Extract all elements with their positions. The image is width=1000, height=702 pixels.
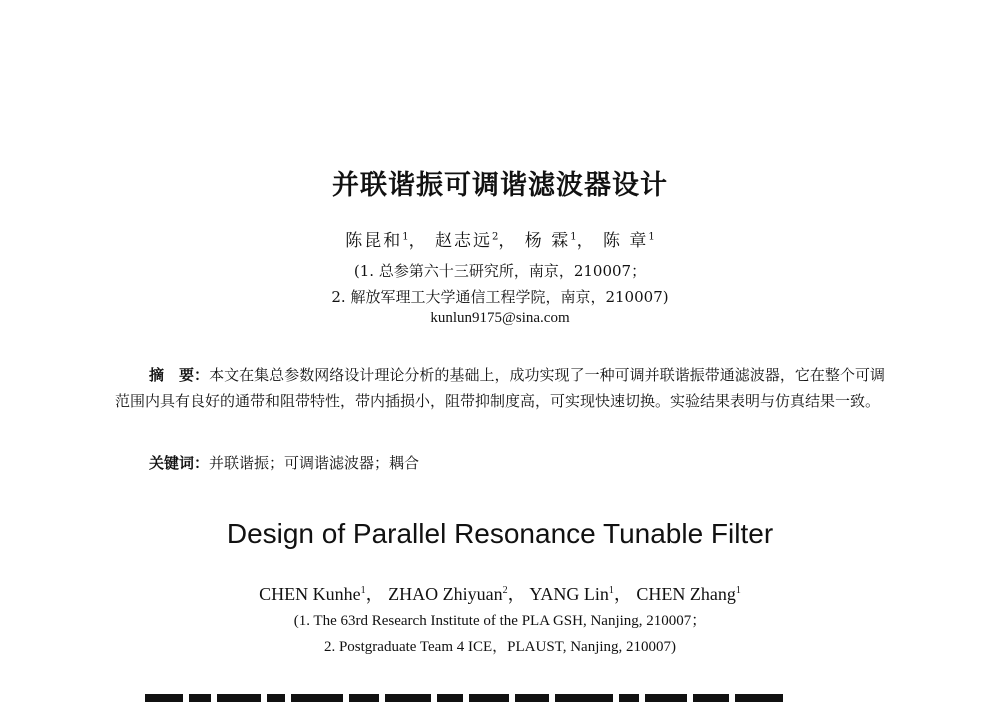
author-affiliation-mark: 1 — [608, 585, 614, 596]
author-name: CHEN Kunhe — [259, 584, 361, 604]
abstract-label: 摘 要： — [149, 366, 210, 384]
author-name: 陈 章 — [602, 231, 649, 251]
english-title: Design of Parallel Resonance Tunable Filter — [226, 518, 774, 549]
author-separator: ， — [576, 231, 596, 251]
author-affiliation-mark: 1 — [360, 585, 366, 596]
chinese-title: 并联谐振可调谐滤波器设计 — [332, 170, 668, 201]
author-affiliation-mark: 2 — [502, 585, 508, 596]
author-separator: ， — [408, 231, 428, 251]
author-name: CHEN Zhang — [636, 584, 736, 604]
english-affiliation-2: 2. Postgraduate Team 4 ICE，PLAUST, Nanjing, 210007) — [323, 639, 677, 655]
author-name: ZHAO Zhiyuan — [388, 584, 503, 604]
english-affiliation-1: (1. The 63rd Research Institute of the PLA GSH, Nanjing, 210007； — [293, 613, 707, 629]
author-separator: ， — [365, 584, 384, 604]
author-separator: ， — [507, 584, 526, 604]
author-affiliation-mark: 1 — [735, 585, 741, 596]
author-affiliation-mark: 2 — [492, 231, 499, 243]
author-affiliation-mark: 1 — [402, 231, 409, 243]
author-name: 赵志远 — [435, 231, 493, 251]
chinese-author-list — [0, 226, 1000, 251]
english-author-list — [0, 580, 1000, 606]
chinese-affiliation-2: 2. 解放军理工大学通信工程学院，南京，210007) — [331, 288, 669, 306]
author-separator: ， — [613, 584, 632, 604]
author-name: 陈昆和 — [345, 231, 403, 251]
keywords-text: 并联谐振；可调谐滤波器；耦合 — [209, 454, 420, 472]
author-affiliation-mark: 1 — [648, 231, 655, 243]
author-separator: ， — [498, 231, 518, 251]
author-name: YANG Lin — [529, 584, 609, 604]
author-name: 杨 霖 — [524, 231, 571, 251]
chinese-affiliation-1: (1. 总参第六十三研究所，南京，210007； — [353, 262, 647, 280]
author-affiliation-mark: 1 — [570, 231, 577, 243]
keywords-label: 关键词： — [149, 454, 210, 472]
chinese-keywords — [149, 452, 849, 473]
cropped-next-line — [145, 694, 845, 702]
author-email: kunlun9175@sina.com — [430, 310, 570, 326]
abstract-text: 本文在集总参数网络设计理论分析的基础上，成功实现了一种可调并联谐振带通滤波器，它在整个可调范围内具有良好的通带和阻带特性，带内插损小，阻带抑制度高，可实现快速切换。实验结果表明与仿真结果一致。 — [115, 366, 885, 410]
chinese-abstract — [115, 362, 885, 414]
